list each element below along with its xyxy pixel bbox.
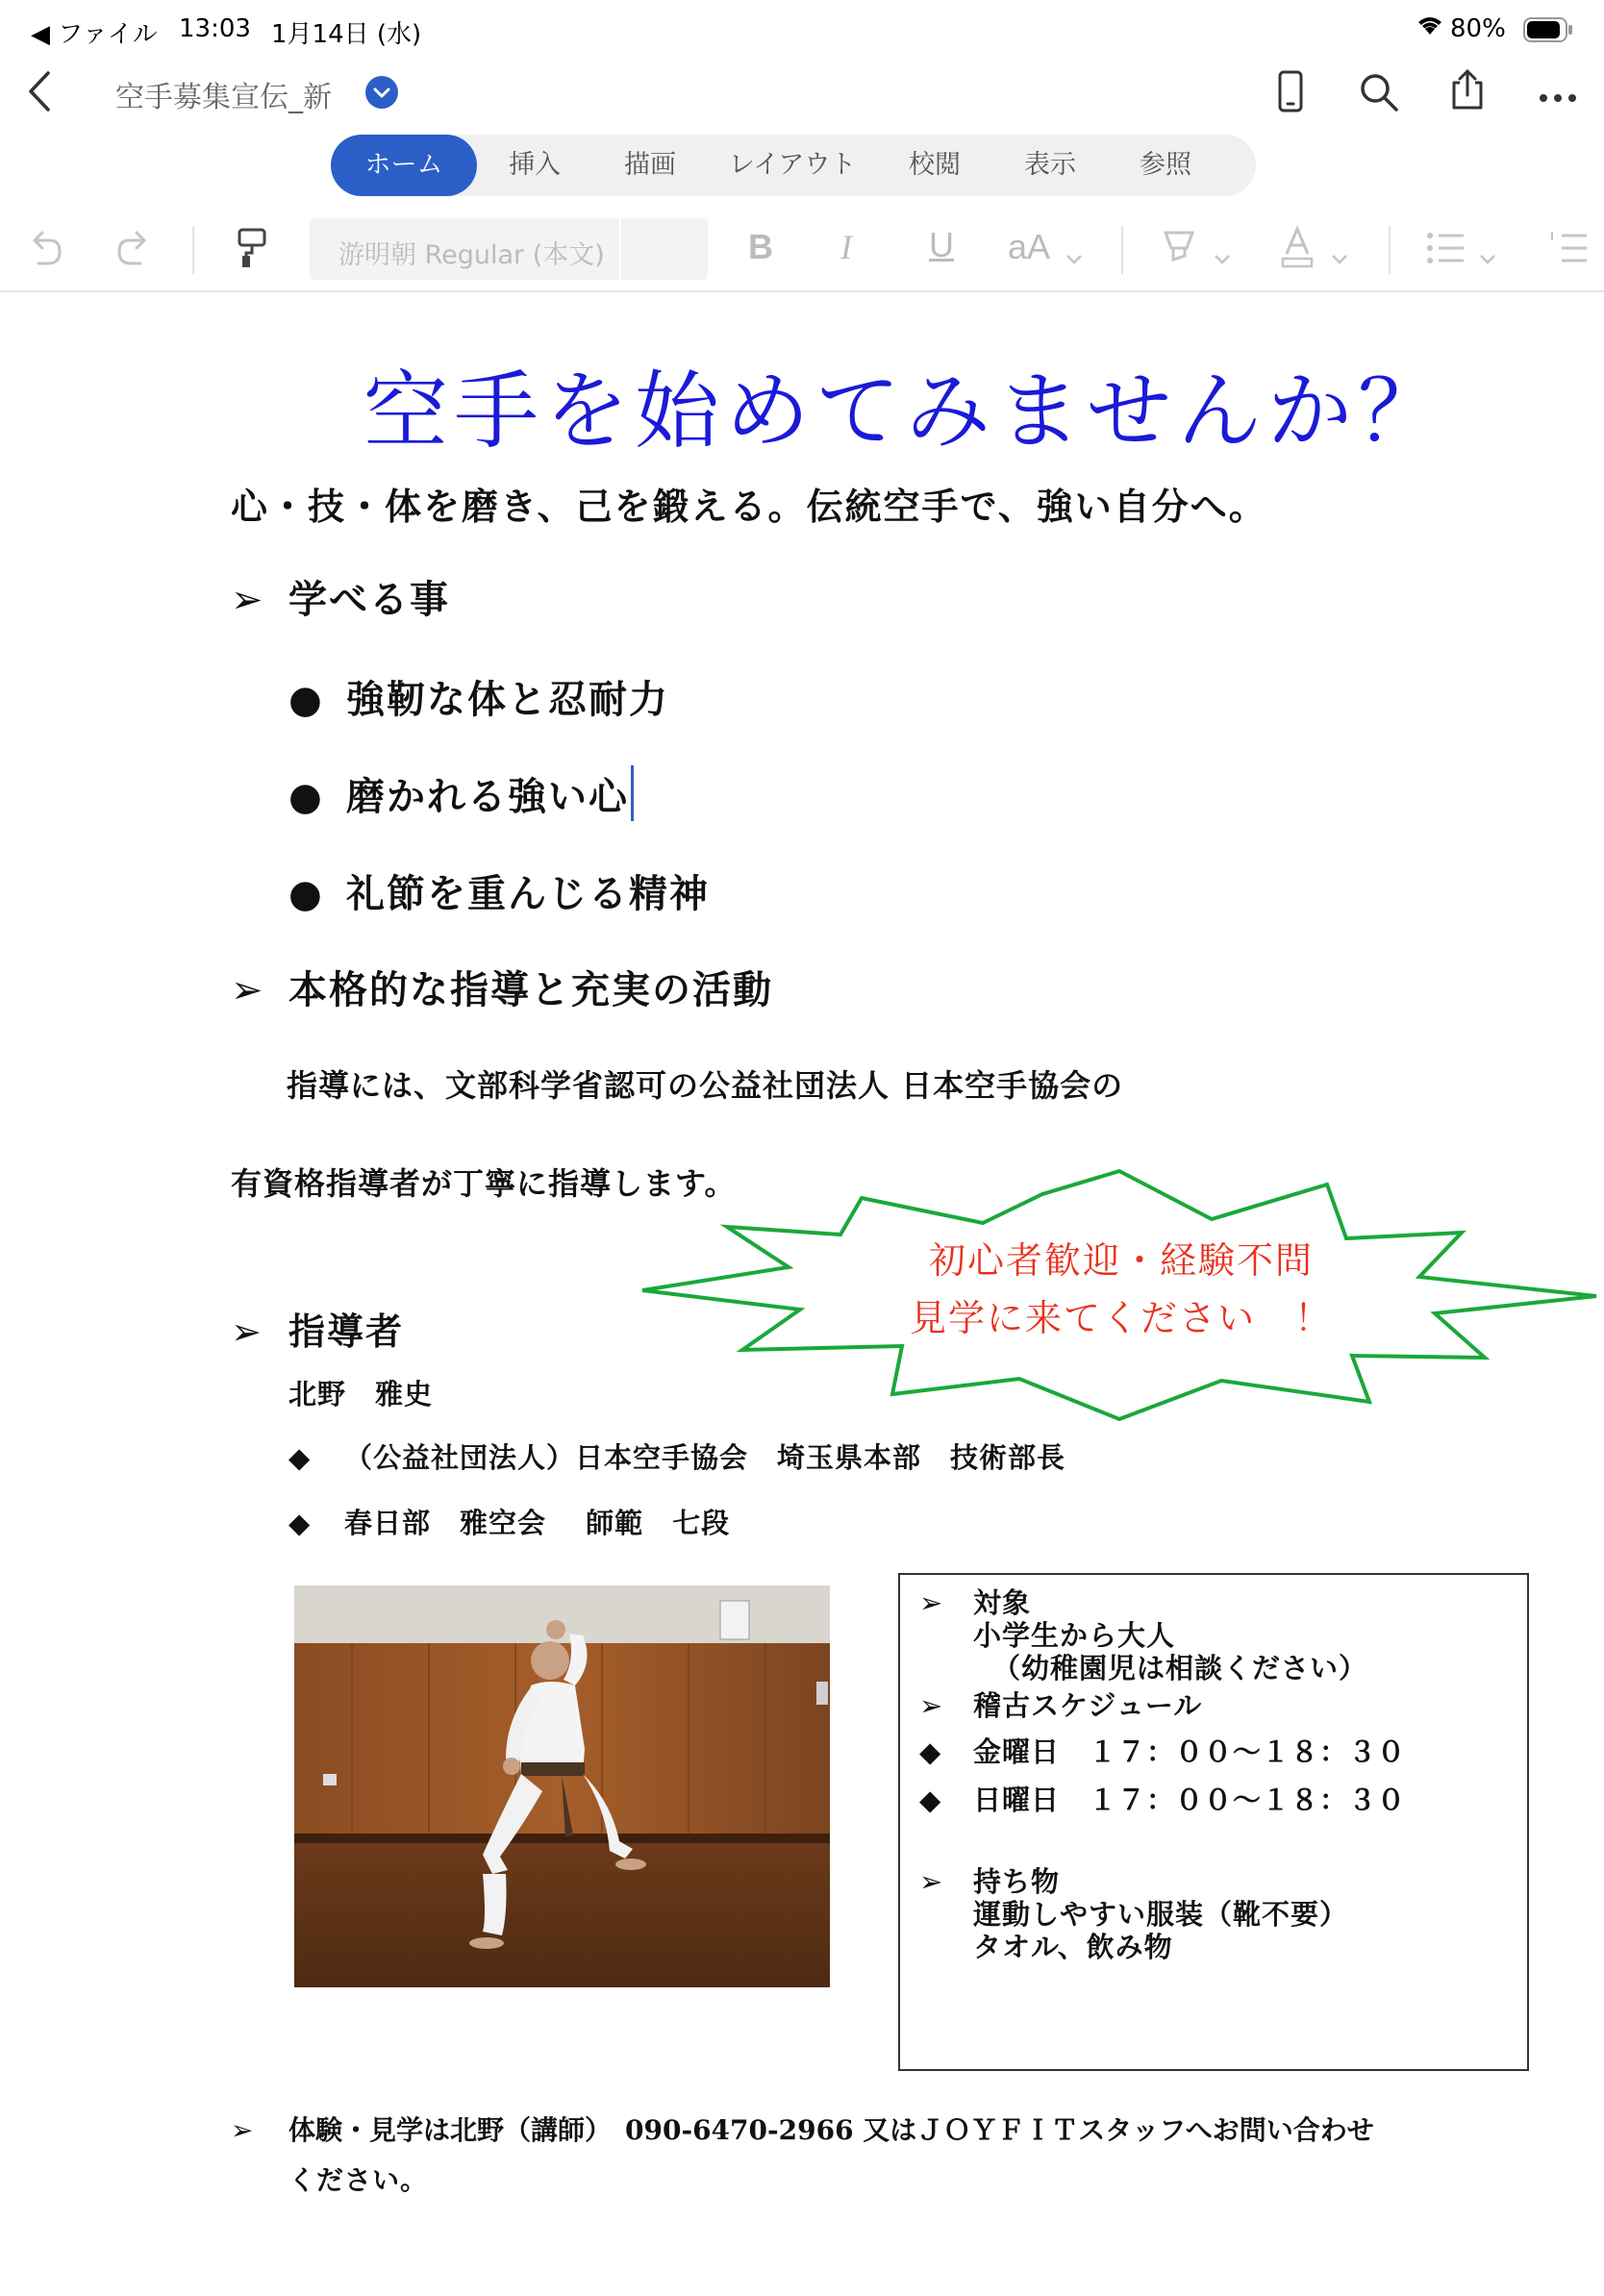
info-schedule xyxy=(919,1685,1202,1724)
tab-insert[interactable]: 挿入 xyxy=(509,150,561,180)
title-dropdown-icon[interactable] xyxy=(365,76,398,112)
bullet-list-chevron-icon[interactable] xyxy=(1479,235,1496,274)
info-items-label: 持ち物 xyxy=(973,1865,1061,1898)
diamond-bullet-icon: ◆ xyxy=(919,1784,942,1816)
learn-item-2: 磨かれる強い心 xyxy=(346,774,629,819)
schedule-row xyxy=(919,1779,1406,1818)
tab-review[interactable]: 校閲 xyxy=(909,150,961,180)
document-heading: 空手を始めてみませんか？ xyxy=(363,362,1449,461)
contact-text-line1: 体験・見学は北野（講師） 090-6470-2966 又はＪＯＹＦＩＴスタッフへお問い合わせ xyxy=(288,2114,1374,2146)
tab-view[interactable]: 表示 xyxy=(1024,150,1076,180)
toolbar-divider xyxy=(1121,226,1123,274)
status-time: 13:03 xyxy=(179,14,251,43)
back-chevron-icon[interactable] xyxy=(25,69,54,117)
section-learn-title: 学べる事 xyxy=(288,577,450,622)
document-title[interactable]: 空手募集宣伝_新 xyxy=(115,81,332,114)
title-bar xyxy=(0,60,1604,127)
font-color-chevron-icon[interactable] xyxy=(1331,235,1348,274)
burst-text-line2: 見学に来てください ！ xyxy=(909,1297,1333,1339)
tab-home[interactable]: ホーム xyxy=(331,135,477,196)
diamond-bullet-icon: ◆ xyxy=(288,1507,312,1539)
round-bullet-icon: ● xyxy=(288,678,324,722)
info-target-line1: 小学生から大人 xyxy=(973,1619,1176,1652)
diamond-bullet-icon: ◆ xyxy=(288,1441,312,1474)
section-guidance-title: 本格的な指導と充実の活動 xyxy=(288,967,773,1012)
chevron-down-icon[interactable] xyxy=(1065,235,1083,274)
list-item xyxy=(288,863,710,918)
guidance-text-line1: 指導には、文部科学省認可の公益社団法人 日本空手協会の xyxy=(287,1067,1124,1104)
arrow-bullet-icon: ➢ xyxy=(919,1586,944,1619)
list-item xyxy=(288,765,634,821)
arrow-bullet-icon: ➢ xyxy=(919,1689,944,1722)
font-size-button[interactable]: aA xyxy=(1008,227,1051,266)
highlight-chevron-icon[interactable] xyxy=(1214,235,1231,274)
tab-draw[interactable]: 描画 xyxy=(624,150,676,180)
more-options-icon[interactable] xyxy=(1539,88,1577,107)
share-icon[interactable] xyxy=(1448,67,1487,115)
font-size-divider xyxy=(619,218,621,280)
contact-text-line2: ください。 xyxy=(288,2164,429,2196)
arrow-bullet-icon: ➢ xyxy=(231,578,265,622)
text-cursor xyxy=(631,765,634,821)
highlight-icon[interactable] xyxy=(1160,227,1198,278)
learn-item-1: 強靭な体と忍耐力 xyxy=(346,677,669,722)
instructor-role-1: （公益社団法人）日本空手協会 埼玉県本部 技術部長 xyxy=(344,1441,1066,1474)
bullet-list-icon[interactable] xyxy=(1425,229,1466,276)
contact-line xyxy=(231,2109,1374,2148)
info-items-line1: 運動しやすい服装（靴不要） xyxy=(973,1898,1349,1931)
arrow-bullet-icon: ➢ xyxy=(231,2114,254,2146)
learn-item-3: 礼節を重んじる精神 xyxy=(346,871,710,916)
section-instructor-title: 指導者 xyxy=(288,1310,405,1353)
arrow-bullet-icon: ➢ xyxy=(231,968,265,1012)
section-guidance xyxy=(231,960,773,1014)
round-bullet-icon: ● xyxy=(288,775,324,819)
format-painter-icon[interactable] xyxy=(237,227,267,280)
welcome-starburst-callout xyxy=(639,1167,1604,1421)
redo-icon[interactable] xyxy=(113,227,152,278)
instructor-role xyxy=(288,1502,730,1541)
instructor-photo[interactable] xyxy=(294,1585,830,1987)
list-item xyxy=(288,669,669,724)
status-date: 1月14日 (水) xyxy=(271,20,422,49)
instructor-name: 北野 雅史 xyxy=(288,1378,434,1410)
font-color-icon[interactable] xyxy=(1279,225,1316,278)
undo-icon[interactable] xyxy=(27,227,65,278)
italic-button[interactable]: I xyxy=(840,228,852,266)
info-box xyxy=(898,1573,1529,2071)
section-instructor xyxy=(231,1302,404,1355)
info-schedule-label: 稽古スケジュール xyxy=(973,1689,1203,1722)
wifi-icon xyxy=(1416,13,1444,43)
battery-icon xyxy=(1523,17,1573,49)
guidance-text-line2: 有資格指導者が丁寧に指導します。 xyxy=(231,1165,737,1202)
section-learn xyxy=(231,569,450,624)
schedule-friday: 金曜日 １７：００〜１８：３０ xyxy=(973,1735,1407,1768)
info-items xyxy=(919,1865,1348,1963)
arrow-bullet-icon: ➢ xyxy=(919,1865,944,1898)
numbered-list-icon[interactable] xyxy=(1548,229,1587,276)
toolbar-divider xyxy=(1389,226,1391,274)
schedule-row xyxy=(919,1731,1406,1770)
instructor-role-2: 春日部 雅空会 師範 七段 xyxy=(344,1507,731,1539)
schedule-sunday: 日曜日 １７：００〜１８：３０ xyxy=(973,1784,1407,1816)
ribbon-tab-bar xyxy=(331,135,1256,196)
font-name-value: 游明朝 Regular (本文) xyxy=(338,240,605,270)
back-to-app-link[interactable]: ◀ ファイル xyxy=(31,20,158,49)
phone-view-icon[interactable] xyxy=(1277,69,1304,117)
info-target-label: 対象 xyxy=(973,1586,1032,1619)
tab-references[interactable]: 参照 xyxy=(1140,150,1191,180)
diamond-bullet-icon: ◆ xyxy=(919,1735,942,1768)
status-bar xyxy=(0,0,1604,60)
arrow-bullet-icon: ➢ xyxy=(231,1310,263,1353)
document-top-edge xyxy=(0,290,1604,292)
font-name-field[interactable] xyxy=(310,218,708,280)
instructor-role xyxy=(288,1436,1065,1476)
underline-button[interactable]: U xyxy=(929,225,954,264)
formatting-toolbar xyxy=(0,213,1604,290)
info-items-line2: タオル、飲み物 xyxy=(973,1931,1173,1963)
bold-button[interactable]: B xyxy=(748,227,773,266)
round-bullet-icon: ● xyxy=(288,872,324,916)
toolbar-divider xyxy=(192,226,194,274)
tab-layout[interactable]: レイアウト xyxy=(728,150,857,180)
battery-percent: 80% xyxy=(1450,14,1506,43)
info-target xyxy=(919,1586,1367,1685)
info-target-line2: （幼稚園児は相談ください） xyxy=(992,1652,1368,1685)
burst-text-line1: 初心者歓迎・経験不問 xyxy=(928,1239,1314,1282)
tagline: 心・技・体を磨き、己を鍛える。伝統空手で、強い自分へ。 xyxy=(231,485,1267,528)
search-icon[interactable] xyxy=(1358,71,1400,117)
